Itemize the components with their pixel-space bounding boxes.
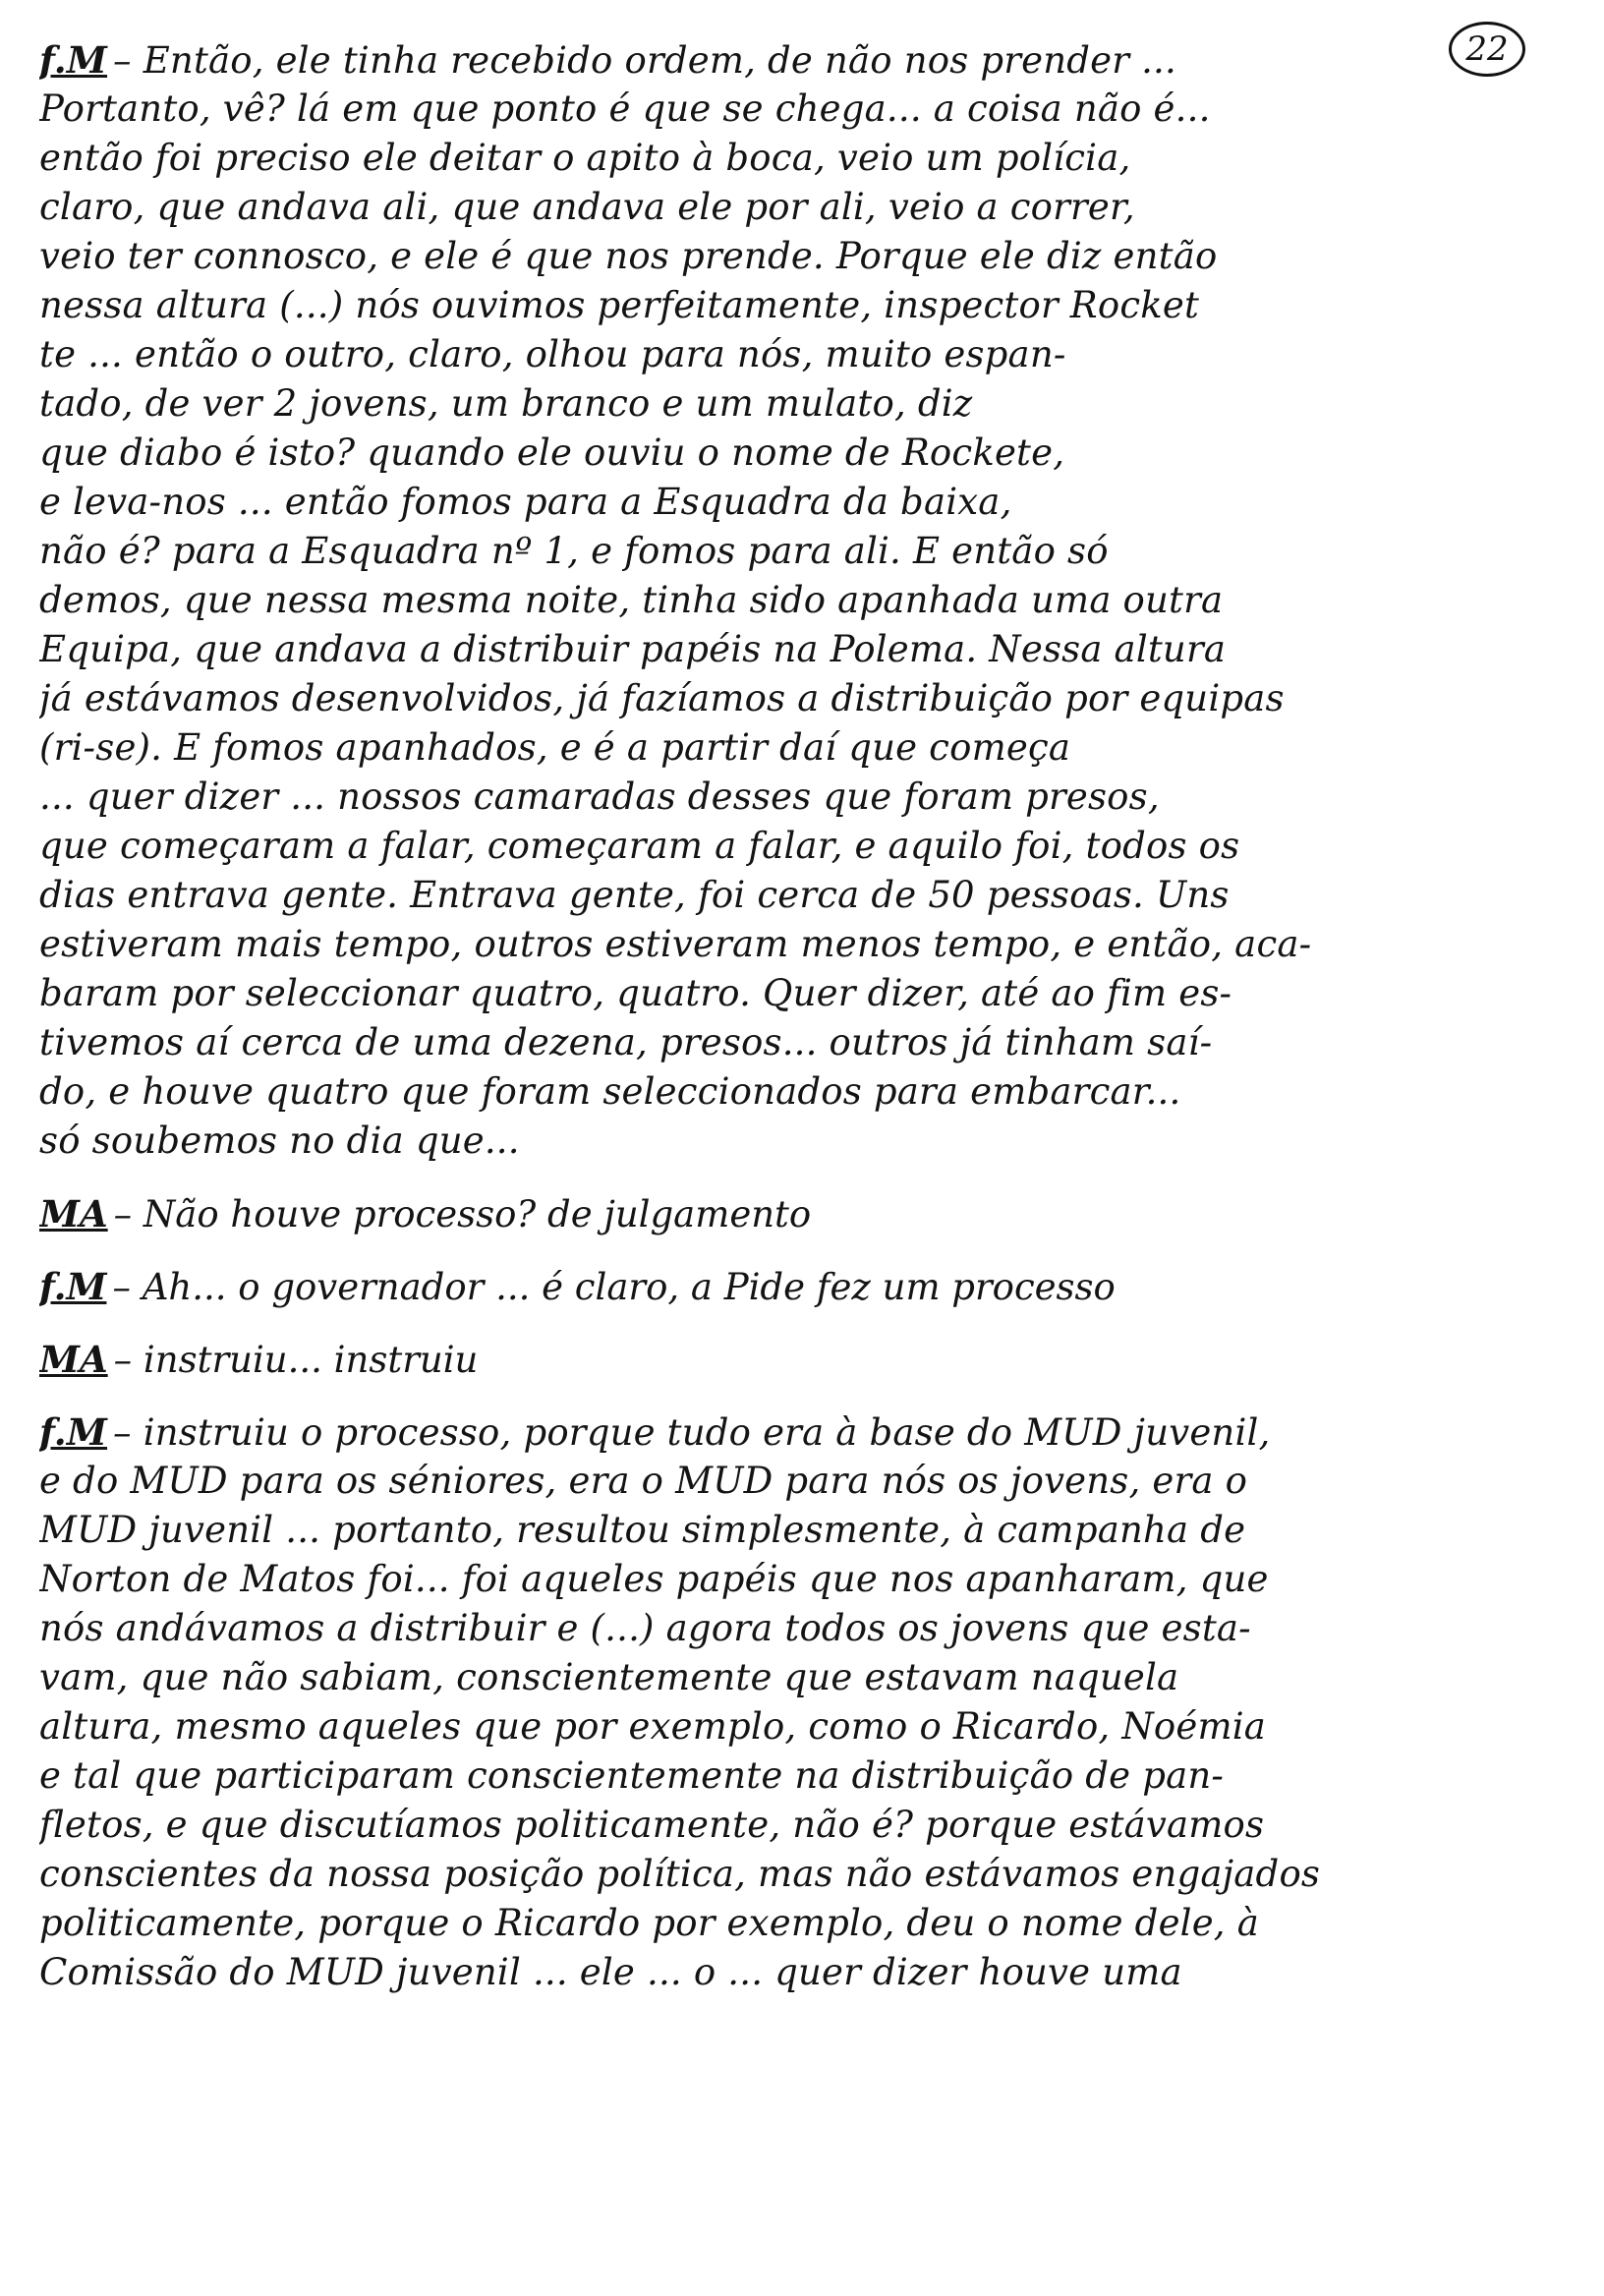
- dialog-line: [39, 1335, 1573, 1384]
- text-line: Comissão do MUD juvenil ... ele ... o ... quer dizer houve uma: [39, 1951, 1182, 1993]
- text-line: estiveram mais tempo, outros estiveram menos tempo, e então, aca-: [39, 923, 1312, 965]
- speaker-label: MA: [39, 1338, 108, 1381]
- transcript-body: [39, 35, 1573, 1997]
- text-line: [39, 1407, 1573, 1457]
- text-line: já estávamos desenvolvidos, já fazíamos a distribuição por equipas: [39, 677, 1285, 719]
- text-line: demos, que nessa mesma noite, tinha sido apanhada uma outra: [39, 579, 1224, 621]
- speaker-label: f.M: [39, 1410, 108, 1454]
- text-line: dias entrava gente. Entrava gente, foi cerca de 50 pessoas. Uns: [39, 874, 1230, 916]
- text-line: [39, 35, 1573, 85]
- text-line: que diabo é isto? quando ele ouviu o nome de Rockete,: [39, 431, 1065, 474]
- text-line: Portanto, vê? lá em que ponto é que se chega... a coisa não é...: [39, 87, 1211, 130]
- text-line: tivemos aí cerca de uma dezena, presos... outros já tinham saí-: [39, 1021, 1213, 1063]
- text-line: baram por seleccionar quatro, quatro. Quer dizer, até ao fim es-: [39, 972, 1232, 1014]
- text-line: e leva-nos ... então fomos para a Esquadra da baixa,: [39, 481, 1012, 523]
- text-line: que começaram a falar, começaram a falar, e aquilo foi, todos os: [39, 825, 1240, 867]
- text-line: vam, que não sabiam, conscientemente que estavam naquela: [39, 1656, 1179, 1698]
- text-line: e do MUD para os séniores, era o MUD para nós os jovens, era o: [39, 1460, 1248, 1502]
- speaker-label: MA: [39, 1192, 108, 1235]
- text-line: nessa altura (...) nós ouvimos perfeitamente, inspector Rocket: [39, 284, 1200, 326]
- text-line: do, e houve quatro que foram seleccionados para embarcar...: [39, 1070, 1181, 1113]
- speech-text: – Ah... o governador ... é claro, a Pide fez um processo: [112, 1266, 1116, 1308]
- text-line: politicamente, porque o Ricardo por exemplo, deu o nome dele, à: [39, 1902, 1259, 1944]
- text-line: tado, de ver 2 jovens, um branco e um mulato, diz: [39, 382, 973, 425]
- text-line: te ... então o outro, claro, olhou para nós, muito espan-: [39, 333, 1066, 375]
- text-line: e tal que participaram conscientemente na distribuição de pan-: [39, 1754, 1225, 1797]
- text-line: ... quer dizer ... nossos camaradas desses que foram presos,: [39, 775, 1160, 818]
- text-line: Norton de Matos foi... foi aqueles papéis que nos apanharam, que: [39, 1558, 1269, 1600]
- speech-text: – instruiu... instruiu: [113, 1339, 479, 1381]
- text-line: (ri-se). E fomos apanhados, e é a partir daí que começa: [39, 726, 1071, 769]
- text-line: MUD juvenil ... portanto, resultou simplesmente, à campanha de: [39, 1509, 1246, 1551]
- speech-text: – instruiu o processo, porque tudo era à base do MUD juvenil,: [113, 1411, 1271, 1454]
- text-line: Equipa, que andava a distribuir papéis na Polema. Nessa altura: [39, 628, 1227, 670]
- text-line: conscientes da nossa posição política, mas não estávamos engajados: [39, 1853, 1321, 1895]
- speaker-label: f.M: [39, 38, 108, 82]
- text-line: então foi preciso ele deitar o apito à boca, veio um polícia,: [39, 137, 1131, 179]
- speaker-label: f.M: [39, 1265, 107, 1308]
- text-line: veio ter connosco, e ele é que nos prende. Porque ele diz então: [39, 235, 1218, 277]
- text-line: fletos, e que discutíamos politicamente, não é? porque estávamos: [39, 1804, 1265, 1846]
- text-line: nós andávamos a distribuir e (...) agora todos os jovens que esta-: [39, 1607, 1251, 1649]
- text-line: claro, que andava ali, que andava ele por ali, veio a correr,: [39, 186, 1135, 228]
- dialog-line: [39, 1189, 1573, 1238]
- text-line: só soubemos no dia que...: [39, 1119, 520, 1162]
- dialog-line: [39, 1262, 1573, 1311]
- speech-text: – Não houve processo? de julgamento: [113, 1193, 812, 1235]
- text-line: altura, mesmo aqueles que por exemplo, como o Ricardo, Noémia: [39, 1705, 1267, 1748]
- text-line: não é? para a Esquadra nº 1, e fomos para ali. E então só: [39, 530, 1109, 572]
- speech-text: – Então, ele tinha recebido ordem, de não nos prender ...: [113, 39, 1176, 82]
- page-number: 22: [1449, 22, 1525, 77]
